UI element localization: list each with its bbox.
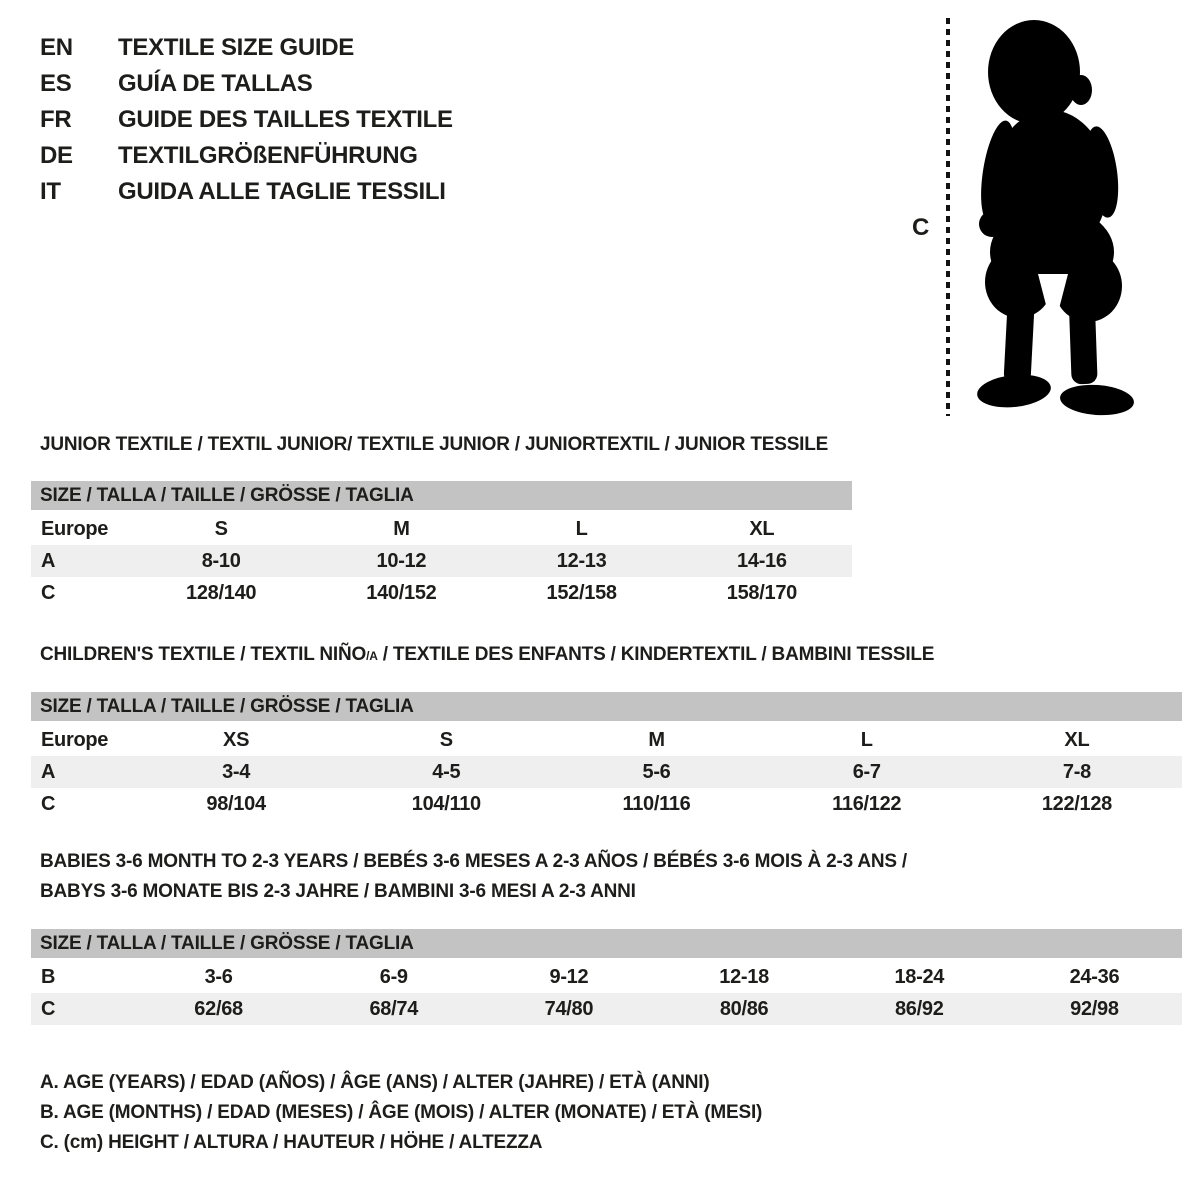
size-cell: 9-12: [549, 965, 589, 988]
language-row-en: [40, 30, 453, 66]
size-cell: 7-8: [1062, 760, 1091, 783]
size-cell: XL: [1064, 728, 1090, 751]
row-label: C: [41, 792, 56, 815]
language-code: EN: [40, 34, 73, 61]
row-label: A: [41, 760, 56, 783]
children-size-table: [31, 692, 1182, 820]
size-cell: 158/170: [726, 581, 797, 604]
row-label: C: [41, 997, 56, 1020]
junior-size-table: [31, 481, 852, 609]
children-section-title: [40, 644, 934, 666]
language-row-de: [40, 138, 453, 174]
junior-section-title: JUNIOR TEXTILE / TEXTIL JUNIOR/ TEXTILE JUNIOR / JUNIORTEXTIL / JUNIOR TESSILE: [40, 434, 829, 455]
size-cell: 122/128: [1041, 792, 1113, 815]
size-cell: 3-4: [222, 760, 251, 783]
children-title-main: CHILDREN'S TEXTILE / TEXTIL NIÑO: [40, 644, 367, 665]
size-cell: 74/80: [544, 997, 594, 1020]
size-cell: M: [648, 728, 665, 751]
legend-line-b: B. AGE (MONTHS) / EDAD (MESES) / ÂGE (MOIS) / ALTER (MONATE) / ETÀ (MESI): [40, 1102, 763, 1123]
row-label: C: [41, 581, 56, 604]
measure-legend: [40, 1068, 762, 1158]
table-row-age: [31, 756, 1182, 788]
size-cell: 8-10: [201, 549, 241, 572]
row-label: A: [41, 549, 56, 572]
size-cell: 5-6: [642, 760, 671, 783]
table-row-height: [31, 993, 1182, 1025]
table-row-height: [31, 577, 852, 609]
size-cell: S: [439, 728, 453, 751]
size-cell: 24-36: [1069, 965, 1120, 988]
size-cell: 110/116: [622, 792, 691, 815]
row-label: Europe: [41, 728, 109, 751]
size-cell: 6-9: [379, 965, 408, 988]
language-label: TEXTILGRÖßENFÜHRUNG: [118, 142, 418, 169]
legend-line-a: A. AGE (YEARS) / EDAD (AÑOS) / ÂGE (ANS) / ALTER (JAHRE) / ETÀ (ANNI): [40, 1072, 710, 1093]
table-row-months: [31, 961, 1182, 993]
size-cell: 6-7: [852, 760, 881, 783]
language-label: GUIDA ALLE TAGLIE TESSILI: [118, 178, 446, 205]
babies-title-line2: BABYS 3-6 MONATE BIS 2-3 JAHRE / BAMBINI 3-6 MESI A 2-3 ANNI: [40, 881, 636, 902]
size-cell: XL: [749, 517, 775, 540]
language-code: FR: [40, 106, 72, 133]
size-cell: 128/140: [186, 581, 257, 604]
toddler-silhouette-icon: [962, 14, 1140, 420]
size-cell: 98/104: [206, 792, 266, 815]
table-row-europe: [31, 724, 1182, 756]
table-row-age: [31, 545, 852, 577]
language-list: [40, 30, 453, 210]
language-row-it: [40, 174, 453, 210]
row-label: B: [41, 965, 56, 988]
size-cell: 80/86: [719, 997, 769, 1020]
size-cell: 152/158: [546, 581, 617, 604]
size-cell: L: [860, 728, 873, 751]
children-title-subscript: /A: [366, 649, 378, 663]
legend-line-c: C. (cm) HEIGHT / ALTURA / HAUTEUR / HÖHE / ALTEZZA: [40, 1132, 543, 1153]
table-row-europe: [31, 513, 852, 545]
size-cell: S: [214, 517, 228, 540]
language-label: GUÍA DE TALLAS: [118, 70, 313, 97]
size-cell: 140/152: [366, 581, 437, 604]
size-table-header: SIZE / TALLA / TAILLE / GRÖSSE / TAGLIA: [31, 929, 1182, 958]
size-cell: 18-24: [894, 965, 945, 988]
babies-size-table: [31, 929, 1182, 1025]
size-cell: M: [393, 517, 410, 540]
language-code: ES: [40, 70, 72, 97]
size-cell: 92/98: [1070, 997, 1119, 1020]
language-row-fr: [40, 102, 453, 138]
children-title-rest: / TEXTILE DES ENFANTS / KINDERTEXTIL / BAMBINI TESSILE: [377, 644, 935, 665]
size-cell: 10-12: [376, 549, 427, 572]
size-cell: 104/110: [411, 792, 481, 815]
height-marker-label: C: [912, 214, 930, 241]
height-measure-dashed-line: [946, 18, 950, 416]
size-cell: 68/74: [369, 997, 419, 1020]
language-label: GUIDE DES TAILLES TEXTILE: [118, 106, 453, 133]
size-cell: 86/92: [894, 997, 944, 1020]
table-row-height: [31, 788, 1182, 820]
size-cell: XS: [223, 728, 250, 751]
size-table-header: SIZE / TALLA / TAILLE / GRÖSSE / TAGLIA: [31, 692, 1182, 721]
size-cell: 12-18: [719, 965, 769, 988]
size-cell: 4-5: [432, 760, 461, 783]
babies-title-line1: BABIES 3-6 MONTH TO 2-3 YEARS / BEBÉS 3-6 MESES A 2-3 AÑOS / BÉBÉS 3-6 MOIS À 2-3 ANS /: [40, 851, 908, 872]
language-code: DE: [40, 142, 73, 169]
size-cell: L: [575, 517, 588, 540]
size-cell: 3-6: [204, 965, 233, 988]
size-cell: 12-13: [556, 549, 607, 572]
babies-section-title: [40, 847, 1000, 907]
row-label: Europe: [41, 517, 109, 540]
size-cell: 116/122: [832, 792, 902, 815]
language-row-es: [40, 66, 453, 102]
size-table-header: SIZE / TALLA / TAILLE / GRÖSSE / TAGLIA: [31, 481, 852, 510]
language-code: IT: [40, 178, 61, 205]
language-label: TEXTILE SIZE GUIDE: [118, 34, 354, 61]
size-cell: 14-16: [737, 549, 787, 572]
size-cell: 62/68: [194, 997, 243, 1020]
